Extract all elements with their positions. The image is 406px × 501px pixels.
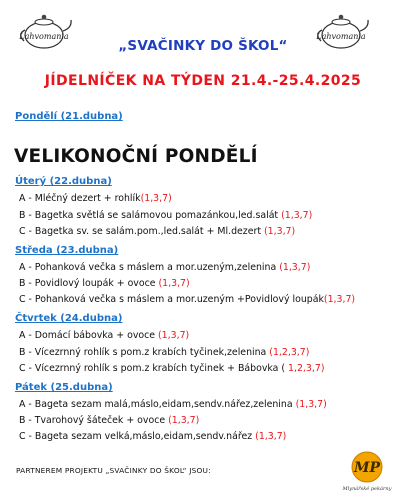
menu-subtitle: JÍDELNÍČEK NA TÝDEN 21.4.-25.4.2025 [44, 73, 362, 89]
menu-item: C - Bageta sezam velká,máslo,eidam,sendv.nářez (1,3,7) [19, 431, 287, 442]
menu-item: B - Bagetka světlá se salámovou pomazánkou,led.salát (1,3,7) [19, 210, 313, 221]
menu-item: A - Pohanková večka s máslem a mor.uzeným,zelenina (1,3,7) [19, 262, 311, 273]
holiday-label: VELIKONOČNÍ PONDĚLÍ [14, 146, 258, 167]
menu-item: C - Bagetka sv. se salám.pom.,led.salát + Ml.dezert (1,3,7) [19, 226, 296, 237]
day-heading-monday: Pondělí (21.dubna) [15, 111, 123, 122]
page-title: „SVAČINKY DO ŠKOL“ [118, 38, 288, 54]
menu-item: A - Mléčný dezert + rohlík(1,3,7) [19, 193, 172, 204]
partner-logo-letters: MP [353, 460, 381, 476]
footer-partner-text: PARTNEREM PROJEKTU „SVAČINKY DO ŠKOL“ JSOU: [16, 466, 211, 475]
menu-item: A - Domácí bábovka + ovoce (1,3,7) [19, 330, 190, 341]
logo-text: Lahvomania [19, 32, 69, 41]
menu-item: B - Tvarohový šáteček + ovoce (1,3,7) [19, 415, 200, 426]
partner-logo-tagline: Mlynářské pekárny [342, 486, 392, 492]
menu-item: C - Pohanková večka s máslem a mor.uzeným +Povidlový loupák(1,3,7) [19, 294, 356, 305]
menu-item: B - Povidlový loupák + ovoce (1,3,7) [19, 278, 190, 289]
logo-text: Lahvomania [316, 32, 366, 41]
day-heading-thursday: Čtvrtek (24.dubna) [15, 313, 123, 324]
menu-item: C - Vícezrnný rohlík s pom.z krabích tyčinek + Bábovka ( 1,2,3,7) [19, 363, 325, 374]
partner-logo [334, 448, 400, 494]
day-heading-wednesday: Středa (23.dubna) [15, 245, 119, 256]
day-heading-friday: Pátek (25.dubna) [15, 382, 113, 393]
day-heading-tuesday: Úterý (22.dubna) [15, 176, 112, 187]
menu-item: B - Vícezrnný rohlík s pom.z krabích tyčinek,zelenina (1,2,3,7) [19, 347, 310, 358]
menu-item: A - Bageta sezam malá,máslo,eidam,sendv.nářez,zelenina (1,3,7) [19, 399, 327, 410]
